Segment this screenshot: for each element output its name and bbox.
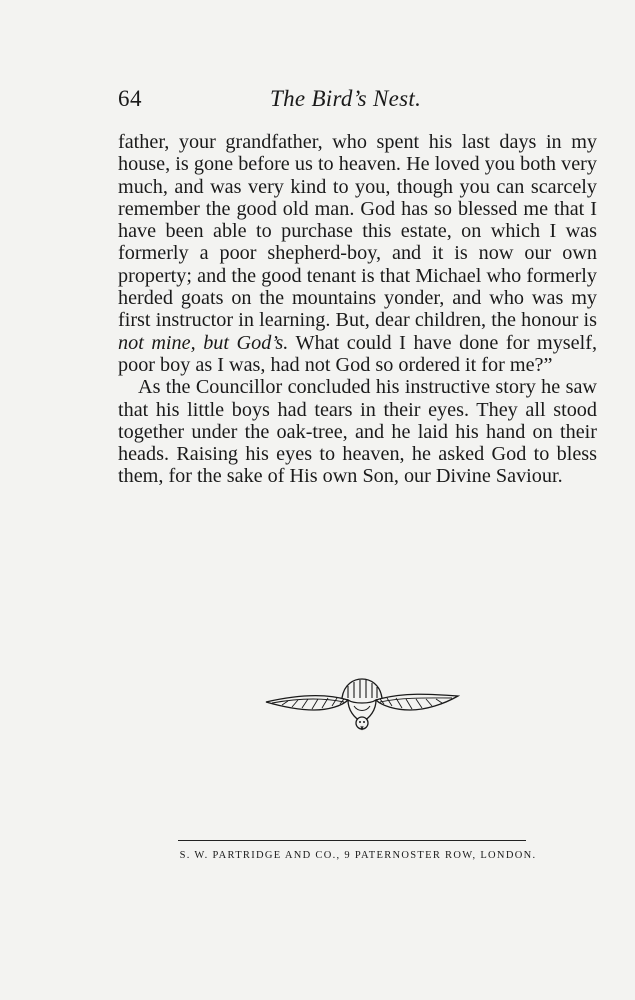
page-number: 64 [118,86,142,111]
paragraph-2: As the Councillor concluded his instructive story he saw that his little boys had tears in their eyes. They all stood together under the oak-tree, and he laid his hand on their heads. Raising his eyes to heaven, he asked God to bless them, for the sake of His own Son, our Divine Saviour. [118,376,597,488]
publisher-imprint: S. W. PARTRIDGE AND CO., 9 PATERNOSTER ROW, LONDON. [179,850,537,861]
footer-rule [178,840,526,841]
paragraph-1-text-a: father, your grandfather, who spent his last days in my house, is gone before us to heaven. He loved you both very much, and was very kind to you, though you can scarcely remember the good old man. God has so blessed me that I have been able to purchase this estate, on which I was formerly a poor shepherd-boy, and it is now our own property; and the good tenant is that Michael who formerly herded goats on the mountains yonder, and who was my first instructor in learning. But, dear children, the honour is [118,131,597,332]
body-text [118,131,597,488]
paragraph-1 [118,131,597,376]
running-title: The Bird’s Nest. [270,86,422,111]
winged-bird-ornament-icon [262,676,462,732]
paragraph-1-text-b: What could I have done for myself, poor boy as I was, had not God so ordered it for me?” [118,331,597,376]
paragraph-1-italic: not mine, but God’s. [118,331,289,354]
